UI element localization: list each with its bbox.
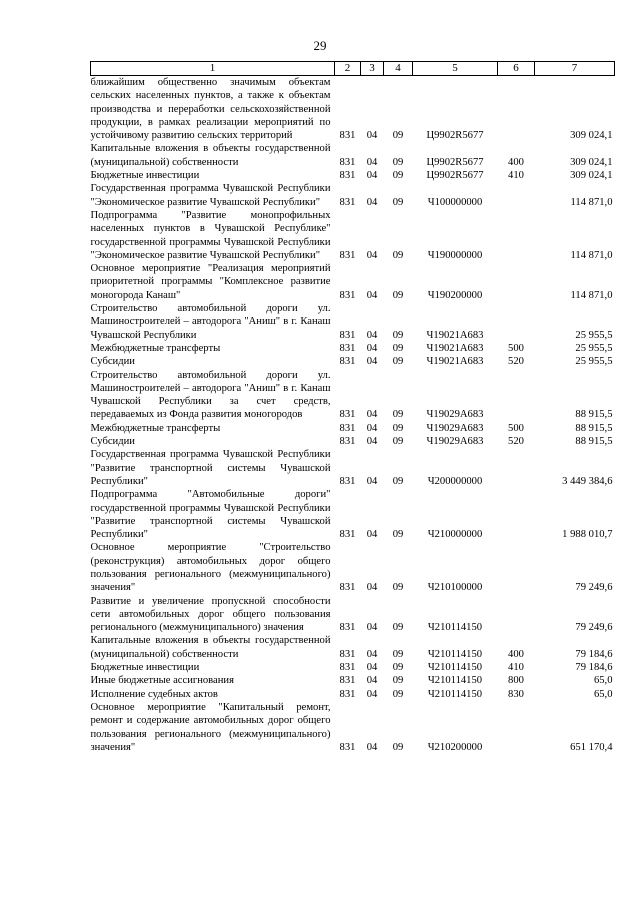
expense-type-code: 400	[508, 156, 524, 168]
subsection-code: 09	[392, 662, 404, 674]
expense-type-code	[498, 262, 535, 302]
amount: 79 249,6	[575, 582, 613, 594]
expense-type-code: 520	[508, 356, 524, 368]
subsection-code: 09	[392, 688, 404, 700]
section-code: 04	[366, 475, 378, 487]
table-row	[91, 342, 615, 355]
subsection-code: 09	[392, 422, 404, 434]
expense-type-code	[498, 182, 535, 209]
row-name: Бюджетные инвестиции	[90, 170, 200, 182]
target-article-code: Ч19029A683	[426, 409, 484, 421]
target-article-code: Ц9902R5677	[426, 130, 484, 142]
admin-code: 831	[339, 249, 356, 261]
section-code: 04	[366, 648, 378, 660]
column-header: 7	[535, 62, 615, 76]
table-row	[91, 142, 615, 169]
section-code: 04	[366, 289, 378, 301]
target-article-code: Ч210114150	[427, 688, 483, 700]
target-article-code: Ч19021A683	[426, 329, 484, 341]
section-code: 04	[366, 342, 378, 354]
target-article-code: Ч210114150	[427, 675, 483, 687]
admin-code: 831	[339, 342, 356, 354]
row-name: Основное мероприятие "Строительство (реконструкция) автомобильных дорог общего пользования регионального (межмуниципального) значения"	[90, 542, 331, 594]
row-name: Субсидии	[90, 356, 135, 368]
amount: 79 249,6	[575, 622, 613, 634]
page-number: 29	[313, 38, 327, 53]
column-header: 4	[384, 62, 413, 76]
amount: 79 184,6	[575, 662, 613, 674]
expense-type-code	[498, 76, 535, 143]
amount: 114 871,0	[570, 289, 613, 301]
admin-code: 831	[339, 622, 356, 634]
subsection-code: 09	[392, 196, 404, 208]
column-number-row	[91, 62, 615, 76]
section-code: 04	[366, 582, 378, 594]
admin-code: 831	[339, 329, 356, 341]
amount: 309 024,1	[570, 130, 613, 142]
table-body	[91, 76, 615, 755]
section-code: 04	[366, 196, 378, 208]
subsection-code: 09	[392, 475, 404, 487]
expense-type-code	[498, 595, 535, 635]
admin-code: 831	[339, 529, 356, 541]
subsection-code: 09	[392, 622, 404, 634]
amount: 3 449 384,6	[562, 475, 613, 487]
amount: 79 184,6	[575, 648, 613, 660]
subsection-code: 09	[392, 130, 404, 142]
subsection-code: 09	[392, 409, 404, 421]
expense-type-code: 520	[508, 436, 524, 448]
row-name: Бюджетные инвестиции	[90, 662, 200, 674]
target-article-code: Ч190000000	[427, 249, 483, 261]
target-article-code: Ч200000000	[427, 475, 483, 487]
amount: 114 871,0	[570, 196, 613, 208]
table-row	[91, 209, 615, 262]
subsection-code: 09	[392, 249, 404, 261]
subsection-code: 09	[392, 529, 404, 541]
table-row	[91, 302, 615, 342]
amount: 25 955,5	[575, 356, 613, 368]
table-row	[91, 541, 615, 594]
budget-table	[90, 61, 615, 754]
subsection-code: 09	[392, 648, 404, 660]
table-row	[91, 674, 615, 687]
table-row	[91, 169, 615, 182]
subsection-code: 09	[392, 582, 404, 594]
section-code: 04	[366, 688, 378, 700]
section-code: 04	[366, 622, 378, 634]
row-name: Развитие и увеличение пропускной способности сети автомобильных дорог общего пользования регионального (межмуниципального) значения	[90, 595, 331, 634]
section-code: 04	[366, 422, 378, 434]
admin-code: 831	[339, 475, 356, 487]
admin-code: 831	[339, 196, 356, 208]
admin-code: 831	[339, 289, 356, 301]
expense-type-code	[498, 488, 535, 541]
target-article-code: Ч210200000	[427, 741, 483, 753]
amount: 25 955,5	[575, 342, 613, 354]
column-header: 3	[361, 62, 384, 76]
target-article-code: Ч210000000	[427, 529, 483, 541]
subsection-code: 09	[392, 289, 404, 301]
column-header: 2	[335, 62, 361, 76]
table-row	[91, 76, 615, 143]
target-article-code: Ч19029A683	[426, 436, 484, 448]
amount: 1 988 010,7	[562, 529, 613, 541]
table-row	[91, 355, 615, 368]
amount: 651 170,4	[570, 741, 613, 753]
admin-code: 831	[339, 156, 356, 168]
row-name: Межбюджетные трансферты	[90, 422, 221, 434]
section-code: 04	[366, 249, 378, 261]
table-row	[91, 661, 615, 674]
target-article-code: Ч190200000	[427, 289, 483, 301]
admin-code: 831	[339, 409, 356, 421]
admin-code: 831	[339, 675, 356, 687]
target-article-code: Ч210114150	[427, 622, 483, 634]
target-article-code: Ч210114150	[427, 662, 483, 674]
admin-code: 831	[339, 741, 356, 753]
admin-code: 831	[339, 582, 356, 594]
amount: 65,0	[593, 675, 613, 687]
row-name: Подпрограмма "Автомобильные дороги" государственной программы Чувашской Республики "Развитие транспортной системы Чувашской Республики"	[90, 489, 331, 541]
admin-code: 831	[339, 170, 356, 182]
row-name: Государственная программа Чувашской Республики "Развитие транспортной системы Чувашской Республики"	[90, 449, 331, 487]
table-row	[91, 448, 615, 488]
table-row	[91, 488, 615, 541]
expense-type-code: 500	[508, 342, 524, 354]
expense-type-code: 830	[508, 688, 524, 700]
section-code: 04	[366, 130, 378, 142]
amount: 309 024,1	[570, 170, 613, 182]
expense-type-code: 410	[508, 662, 524, 674]
column-header: 5	[413, 62, 498, 76]
subsection-code: 09	[392, 170, 404, 182]
row-name: Основное мероприятие "Реализация мероприятий приоритетной программы "Комплексное развитие моногорода Канаш"	[90, 263, 331, 301]
row-name: Иные бюджетные ассигнования	[90, 675, 234, 687]
target-article-code: Ч19021A683	[426, 342, 484, 354]
section-code: 04	[366, 409, 378, 421]
admin-code: 831	[339, 662, 356, 674]
row-name: Субсидии	[90, 436, 135, 448]
expense-type-code	[498, 369, 535, 422]
expense-type-code	[498, 302, 535, 342]
amount: 88 915,5	[575, 436, 613, 448]
table-row	[91, 688, 615, 701]
subsection-code: 09	[392, 156, 404, 168]
target-article-code: Ц9902R5677	[426, 156, 484, 168]
row-name: Государственная программа Чувашской Республики "Экономическое развитие Чувашской Республики"	[90, 183, 331, 208]
expense-type-code	[498, 209, 535, 262]
amount: 25 955,5	[575, 329, 613, 341]
row-name: Исполнение судебных актов	[90, 688, 218, 700]
row-name: Строительство автомобильной дороги ул. Машиностроителей – автодорога "Аниш" в г. Канаш Чувашской Республики за счет средств, передаваемых из Фонда развития моногородов	[90, 369, 331, 421]
row-name: Подпрограмма "Развитие монопрофильных населенных пунктов в Чувашской Республике" государственной программы Чувашской Республики "Экономическое развитие Чувашской Республики"	[90, 209, 331, 261]
section-code: 04	[366, 356, 378, 368]
table-row	[91, 422, 615, 435]
section-code: 04	[366, 675, 378, 687]
section-code: 04	[366, 741, 378, 753]
amount: 114 871,0	[570, 249, 613, 261]
amount: 309 024,1	[570, 156, 613, 168]
admin-code: 831	[339, 648, 356, 660]
column-header: 1	[91, 62, 335, 76]
admin-code: 831	[339, 130, 356, 142]
row-name: Основное мероприятие "Капитальный ремонт, ремонт и содержание автомобильных дорог общего пользования регионального (межмуниципального) значения"	[90, 701, 331, 753]
expense-type-code	[498, 701, 535, 754]
subsection-code: 09	[392, 356, 404, 368]
amount: 65,0	[593, 688, 613, 700]
row-name: Капитальные вложения в объекты государственной (муниципальной) собственности	[90, 143, 331, 168]
expense-type-code: 500	[508, 422, 524, 434]
target-article-code: Ц9902R5677	[426, 170, 484, 182]
target-article-code: Ч19029A683	[426, 422, 484, 434]
table-row	[91, 701, 615, 754]
target-article-code: Ч100000000	[427, 196, 483, 208]
section-code: 04	[366, 662, 378, 674]
target-article-code: Ч210100000	[427, 582, 483, 594]
column-header: 6	[498, 62, 535, 76]
expense-type-code	[498, 541, 535, 594]
table-row	[91, 595, 615, 635]
table-row	[91, 369, 615, 422]
row-name: ближайшим общественно значимым объектам сельских населенных пунктов, а также к объектам производства и переработки сельскохозяйственной продукции, в рамках реализации мероприятий по устойчивому развитию сельских территорий	[90, 77, 331, 142]
expense-type-code: 410	[508, 170, 524, 182]
expense-type-code: 800	[508, 675, 524, 687]
table-row	[91, 262, 615, 302]
section-code: 04	[366, 170, 378, 182]
section-code: 04	[366, 156, 378, 168]
section-code: 04	[366, 529, 378, 541]
subsection-code: 09	[392, 329, 404, 341]
table-row	[91, 182, 615, 209]
section-code: 04	[366, 436, 378, 448]
subsection-code: 09	[392, 342, 404, 354]
target-article-code: Ч210114150	[427, 648, 483, 660]
row-name: Капитальные вложения в объекты государственной (муниципальной) собственности	[90, 635, 331, 660]
subsection-code: 09	[392, 675, 404, 687]
expense-type-code	[498, 448, 535, 488]
amount: 88 915,5	[575, 409, 613, 421]
row-name: Строительство автомобильной дороги ул. Машиностроителей – автодорога "Аниш" в г. Канаш Чувашской Республики	[90, 303, 331, 341]
admin-code: 831	[339, 436, 356, 448]
subsection-code: 09	[392, 436, 404, 448]
section-code: 04	[366, 329, 378, 341]
admin-code: 831	[339, 356, 356, 368]
table-row	[91, 634, 615, 661]
amount: 88 915,5	[575, 422, 613, 434]
target-article-code: Ч19021A683	[426, 356, 484, 368]
table-row	[91, 435, 615, 448]
admin-code: 831	[339, 688, 356, 700]
row-name: Межбюджетные трансферты	[90, 342, 221, 354]
admin-code: 831	[339, 422, 356, 434]
subsection-code: 09	[392, 741, 404, 753]
expense-type-code: 400	[508, 648, 524, 660]
